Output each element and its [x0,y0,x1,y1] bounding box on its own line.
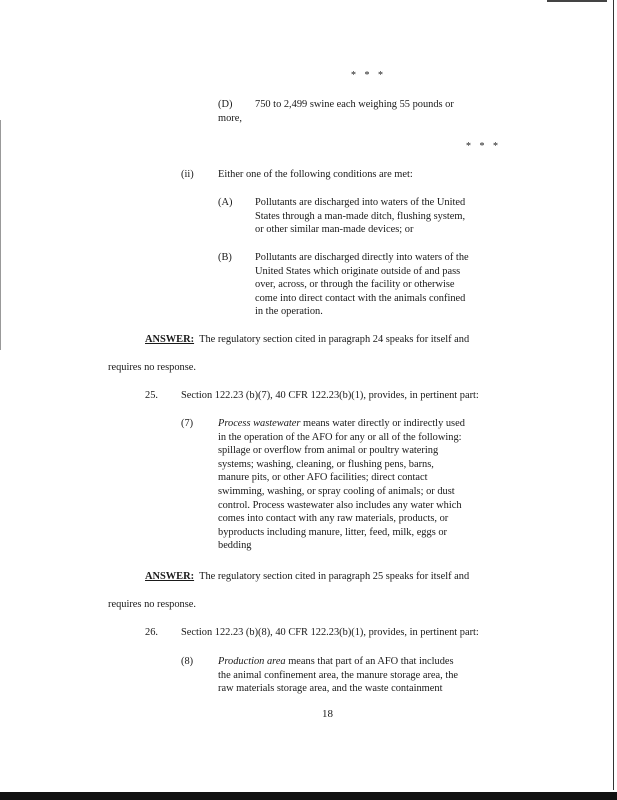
item-b-line-3: over, across, or through the facility or otherwise [255,279,455,291]
item-8-line-1 [218,655,458,669]
answer-25-line-2: requires no response. [108,599,197,610]
answer-25 [145,570,469,584]
item-ii-label: (ii) [181,169,194,180]
ellipsis-stars-middle: * * * [466,141,501,152]
answer-24-line-1: The regulatory section cited in paragraph 24 speaks for itself and [199,334,470,345]
item-a-line-1: Pollutants are discharged into waters of the United [255,197,466,208]
item-7-line-10: bedding [218,540,252,552]
item-d-line-2: more, [218,112,242,124]
item-7-line-1 [218,417,465,431]
item-b-line-4: come into direct contact with the animals confined [255,292,466,304]
item-d-text [218,98,454,125]
item-a-text [255,196,465,237]
item-8-label: (8) [181,656,194,667]
ellipsis-stars-top: * * * [351,70,386,81]
item-7-line-6: swimming, washing, or spray cooling of animals; or dust [218,485,455,497]
item-b-label: (B) [218,252,232,263]
item-7-label: (7) [181,418,194,429]
item-7-text [218,417,465,553]
item-a-line-2: States through a man-made ditch, flushing system, [255,210,466,222]
item-b-line-5: in the operation. [255,306,323,318]
item-7-line-5: manure pits, or other AFO facilities; direct contact [218,472,428,484]
scan-edge-right [613,0,614,790]
item-a-line-3: or other similar man-made devices; or [255,224,414,236]
item-d-line-1: 750 to 2,499 swine each weighing 55 pounds or [255,99,454,110]
answer-25-line-1: The regulatory section cited in paragraph 25 speaks for itself and [199,571,470,582]
item-b-line-2: United States which originate outside of and pass [255,265,461,277]
para-25-number: 25. [145,390,158,401]
page-number: 18 [322,708,333,720]
item-a-label: (A) [218,197,233,208]
item-8-line-3: raw materials storage area, and the waste containment [218,683,443,695]
item-b-text [255,251,469,319]
answer-24-line-2: requires no response. [108,362,197,373]
para-25-text: Section 122.23 (b)(7), 40 CFR 122.23(b)(1), provides, in pertinent part: [181,390,479,401]
scan-artifact-top [547,0,607,2]
answer-24-label: ANSWER: [145,334,195,345]
para-26-number: 26. [145,627,158,638]
answer-24 [145,333,469,347]
item-8-term: Production area [218,656,286,667]
item-7-line-4: systems; washing, cleaning, or flushing pens, barns, [218,458,434,470]
item-7-first-rest: means water directly or indirectly used [300,418,465,429]
scan-edge-left [0,120,1,350]
item-b-line-1: Pollutants are discharged directly into waters of the [255,252,469,263]
item-7-line-8: comes into contact with any raw materials, products, or [218,513,449,525]
item-7-line-3: spillage or overflow from animal or poultry watering [218,445,439,457]
answer-25-label: ANSWER: [145,571,195,582]
item-7-line-7: control. Process wastewater also includes any water which [218,499,462,511]
item-8-first-rest: means that part of an AFO that includes [285,656,454,667]
item-ii-text: Either one of the following conditions are met: [218,169,413,180]
item-d-label: (D) [218,99,233,110]
scan-edge-bottom [0,792,617,800]
item-8-line-2: the animal confinement area, the manure storage area, the [218,669,459,681]
item-7-line-9: byproducts including manure, litter, feed, milk, eggs or [218,526,447,538]
item-7-term: Process wastewater [218,418,301,429]
para-26-text: Section 122.23 (b)(8), 40 CFR 122.23(b)(1), provides, in pertinent part: [181,627,479,638]
item-8-text [218,655,458,696]
item-7-line-2: in the operation of the AFO for any or all of the following: [218,431,462,443]
